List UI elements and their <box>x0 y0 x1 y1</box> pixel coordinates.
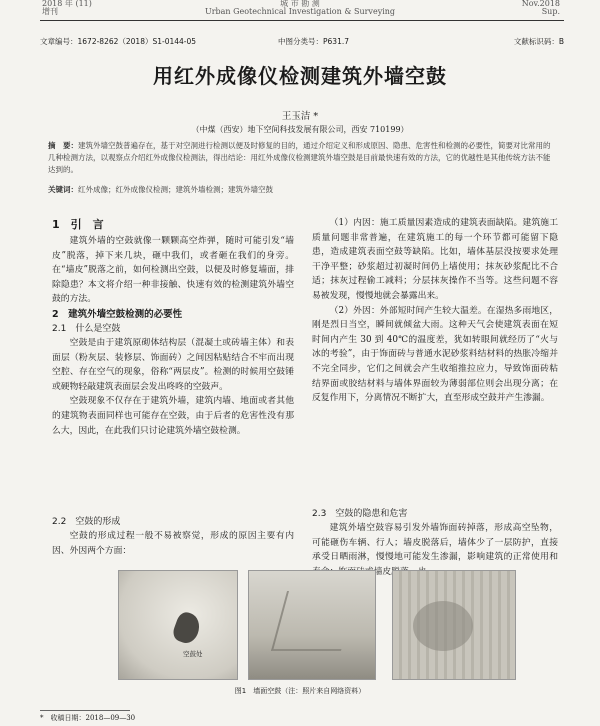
figure-photo-3 <box>392 570 516 680</box>
abstract-text: 建筑外墙空鼓普遍存在，基于对空洞进行检测以便及时修复的目的，通过介绍定义和形成原因、隐患、危害性和检测的必要性，简要对比常用的几种检测方法，以观察点介绍红外成像仪检测法，得出结论：用红外成像仪检测建筑外墙空鼓是目前最快速有效的方法，它的优越性是其他传统方法不能达到的。 <box>48 141 551 174</box>
figure-photo-1 <box>118 570 238 680</box>
subsection-2-2-heading: 2.2 空鼓的形成 <box>52 517 121 527</box>
article-number: 文章编号：1672-8262（2018）S1-0144-05 <box>40 37 197 46</box>
wall-crack-image <box>271 591 357 651</box>
footnote <box>40 710 560 723</box>
header-left: 2018 年 (11) 增刊 <box>42 0 92 16</box>
clc-number: 中图分类号：P631.7 <box>278 37 349 46</box>
abstract <box>48 140 556 176</box>
hollow-spot-mark <box>171 610 204 646</box>
internal-cause-paragraph: （1）内因：施工质量因素造成的建筑表面缺陷。建筑施工质量问题非常普遍，在建筑施工的每一个环节都可能留下隐患，造成建筑表面空鼓等缺陷。比如，墙体基层没按要求处理干净平整；砂浆超过初凝时间仍上墙使用；抹灰砂浆配比不合适；抹灰过程偷工减料；分层抹灰操作不当等。这些问题不容易被发现，慢慢地就会暴露出来。 <box>312 218 558 301</box>
intro-paragraph: 建筑外墙的空鼓就像一颗颗高空炸弹，随时可能引发“墙皮”脱落，掉下来几块，砸中我们，或者砸在我们的身旁。在“墙皮”脱落之前，如何检测出空鼓，以便及时修复墙面，排除隐患？本文将介绍一种非接触、快速有效的检测建筑外墙空鼓的方法。 <box>52 236 294 305</box>
header-center: 城 市 勘 测 Urban Geotechnical Investigation & Surveying <box>204 0 396 16</box>
section-2-3-body: 建筑外墙空鼓容易引发外墙饰面砖掉落，形成高空坠物，可能砸伤车辆、行人；墙皮脱落后，墙体少了一层防护，直接承受日晒雨淋，慢慢地可能发生渗漏，影响建筑的正常使用和 墙皮脱 <box>312 523 558 577</box>
received-date: * 收稿日期：2018—09—30 <box>40 714 136 722</box>
subsection-2-1-heading: 2.1 什么是空鼓 <box>52 324 121 334</box>
figure-photo-2 <box>248 570 376 680</box>
footnote-rule <box>40 710 130 711</box>
keywords-label: 关键词： <box>48 185 78 194</box>
keywords <box>48 184 556 195</box>
right-column-body <box>312 216 558 406</box>
figure-caption: 图1 墙面空鼓（注：照片来自网络资料） <box>234 687 366 695</box>
affiliation: （中煤（西安）地下空间科技发展有限公司，西安 710199） <box>191 125 409 134</box>
tile-detachment-image <box>413 601 473 651</box>
author: 王玉洁 * <box>281 111 319 122</box>
running-header <box>0 0 600 20</box>
subsection-2-3-heading: 2.3 空鼓的隐患和危害 <box>312 509 408 519</box>
section-2-2-body: 空鼓的形成过程一般不易被察觉，形成的原因主要有内因、外因两个方面： <box>52 531 294 556</box>
section-2-heading: 2 建筑外墙空鼓检测的必要性 <box>52 309 183 320</box>
paper-title: 用红外成像仪检测建筑外墙空鼓 <box>153 64 447 88</box>
external-cause-paragraph: （2）外因：外部短时间产生较大温差。在湿热多雨地区，刚是烈日当空，瞬间就倾盆大雨。这种天气会使建筑表面在短时间内产生 30 到 40℃的温度差，犹如转眼间就经历了“火与冰的考验”，由于饰面砖与普通水泥砂浆料结材料的热胀冷缩并不完全同步，它们之间就会产生收缩推拉应力，导致饰面砖粘结界面或胶结材料与墙体界面较为薄弱部位则会出现分离；在反复作用下，分离情况不断扩大，直至形成空鼓并产生渗漏。 <box>312 305 558 404</box>
photo-label: 空鼓处 <box>183 650 203 658</box>
header-rule <box>40 20 564 21</box>
section-2-1-body: 空鼓是由于建筑原砌体结构层（混凝土或砖墙主体）和表面层（粉灰层、装修层、饰面砖）之间因粘贴结合不牢而出现空腔、存在空气的现象，俗称“两层皮”。检测的时候用空鼓锤或硬物轻敲建筑表面层会发出咚咚的空鼓声。 空鼓现象不仅存在于建筑外墙，建筑内墙、地面或者其他的建筑物表面同样也可能存在空鼓，由于后者的危害性没有那么大，因此，在此我们只讨论建筑外墙空鼓检测。 <box>52 338 294 436</box>
abstract-label: 摘 要： <box>48 141 78 150</box>
document-code: 文献标识码：B <box>513 37 564 46</box>
header-right: Nov.2018 Sup. <box>521 0 560 16</box>
keywords-text: 红外成像；红外成像仪检测；建筑外墙检测；建筑外墙空鼓 <box>78 185 273 194</box>
section-1-heading: 1 引 言 <box>52 218 104 231</box>
